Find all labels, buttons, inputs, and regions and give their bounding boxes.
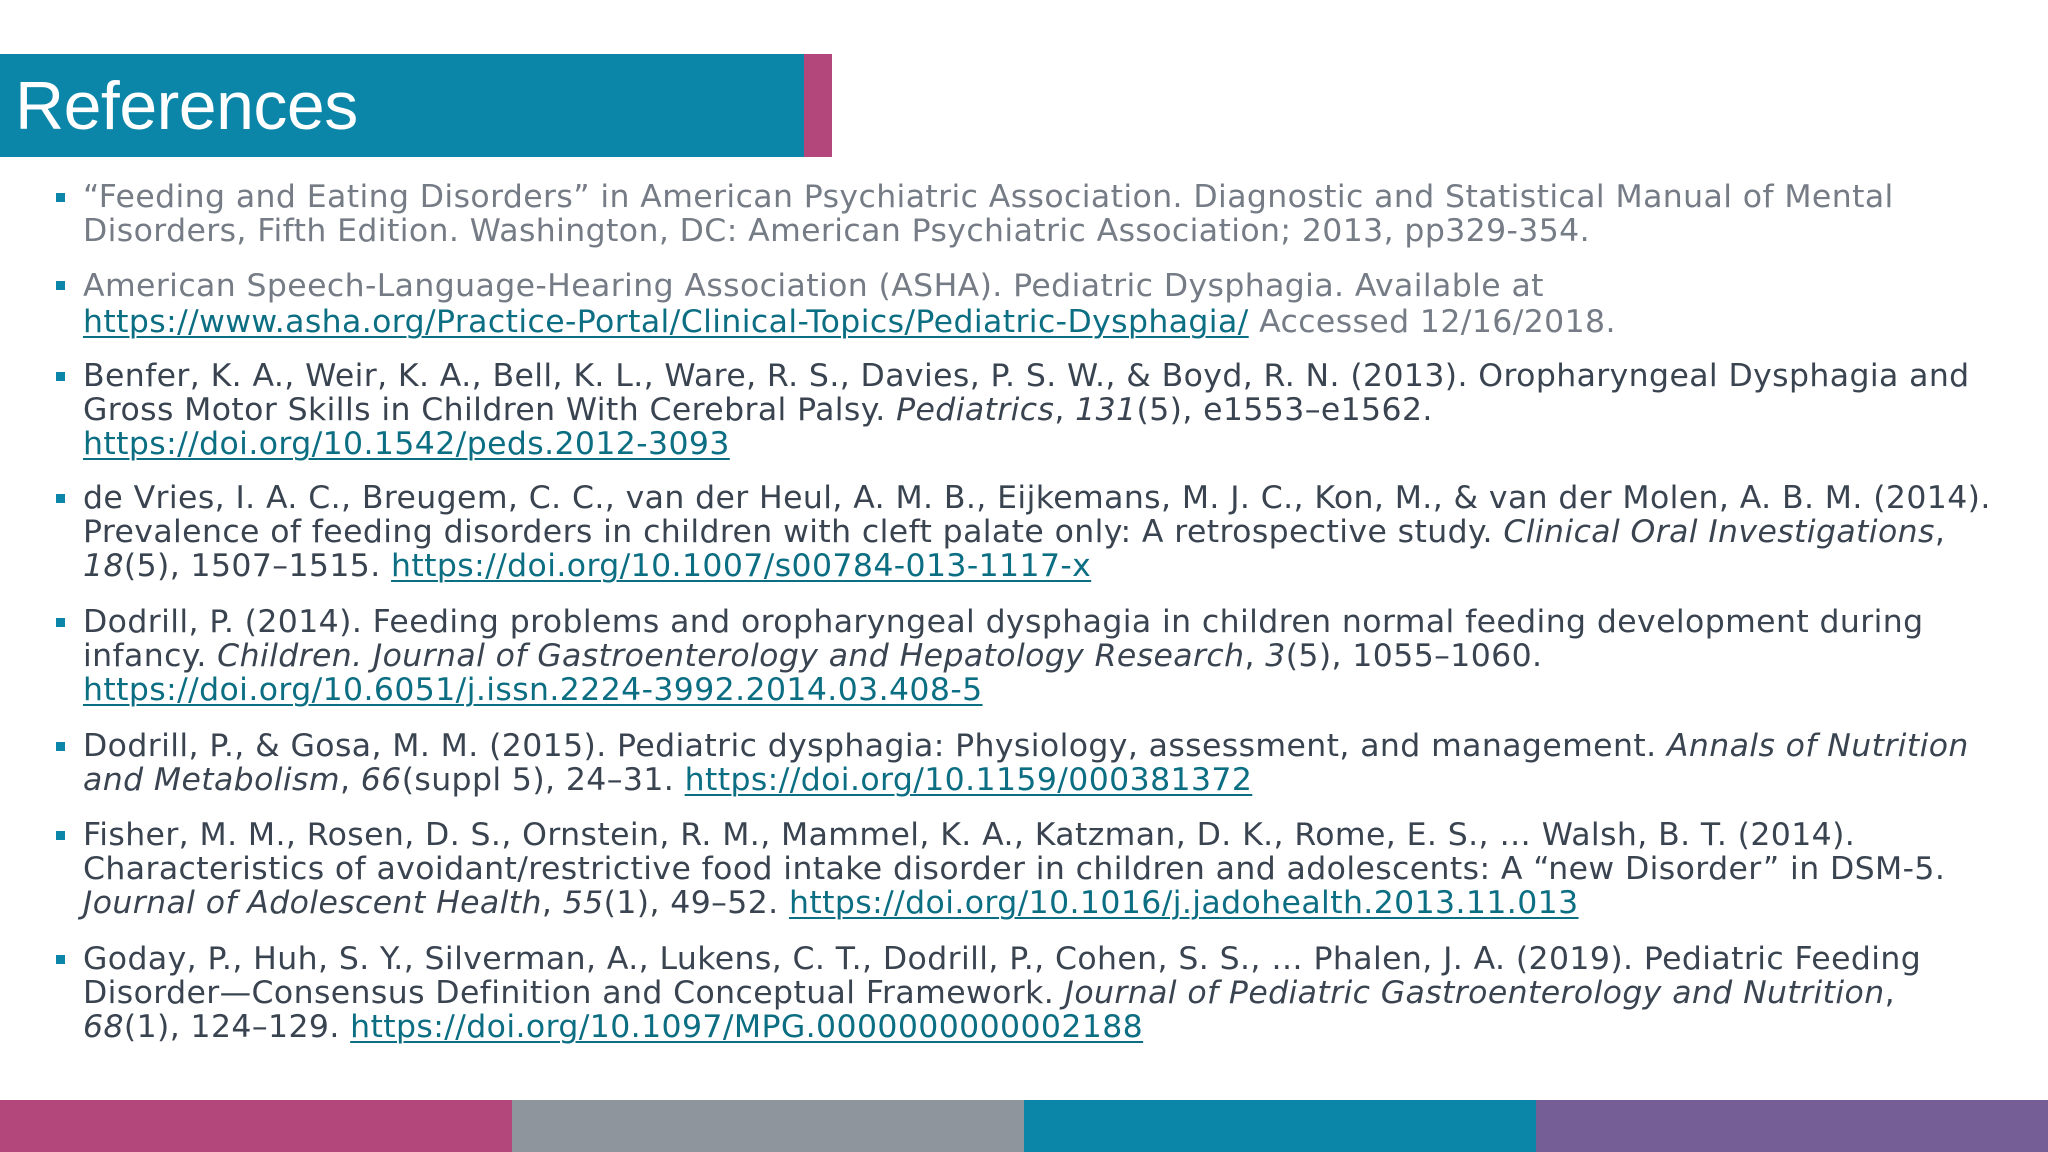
bullet-icon	[56, 372, 65, 381]
footer-segment-teal	[1024, 1100, 1536, 1152]
reference-link[interactable]: https://doi.org/10.1542/peds.2012-3093	[83, 426, 730, 462]
footer-segment-purple	[1536, 1100, 2048, 1152]
bullet-icon	[56, 494, 65, 503]
reference-text: ,	[1054, 392, 1076, 428]
footer-segment-gray	[512, 1100, 1024, 1152]
reference-item	[56, 729, 1996, 797]
bullet-icon	[56, 831, 65, 840]
journal-name: Journal of Pediatric Gastroenterology and Nutrition	[1064, 975, 1885, 1011]
reference-text: ,	[1884, 975, 1896, 1011]
reference-link[interactable]: https://doi.org/10.1007/s00784-013-1117-x	[391, 548, 1092, 584]
reference-link[interactable]: https://doi.org/10.1097/MPG.0000000000002188	[350, 1009, 1144, 1045]
bullet-icon	[56, 193, 65, 202]
journal-name: Pediatrics	[896, 392, 1055, 428]
reference-text: ,	[1244, 638, 1266, 674]
bullet-icon	[56, 618, 65, 627]
reference-item	[56, 818, 1996, 920]
journal-name: Clinical Oral Investigations	[1503, 514, 1935, 550]
reference-text: Benfer, K. A., Weir, K. A., Bell, K. L., Ware, R. S., Davies, P. S. W., & Boyd, R. N. (2013). Oropharyngeal Dysphagia and Gross Motor Skills in Children With Cerebral Palsy.	[83, 358, 1970, 428]
reference-text: Accessed 12/16/2018.	[1248, 304, 1616, 340]
reference-text: ,	[339, 762, 361, 798]
reference-text: (5), 1055–1060.	[1285, 638, 1543, 674]
reference-link[interactable]: https://doi.org/10.6051/j.issn.2224-3992.2014.03.408-5	[83, 672, 983, 708]
reference-link[interactable]: https://doi.org/10.1159/000381372	[684, 762, 1253, 798]
reference-text: Dodrill, P. (2014). Feeding problems and oropharyngeal dysphagia in children normal feeding development during infancy.	[83, 604, 1924, 674]
bullet-icon	[56, 955, 65, 964]
journal-name: Annals of Nutrition and Metabolism	[83, 728, 1969, 798]
journal-name: Journal of Adolescent Health	[83, 885, 542, 921]
reference-text: Fisher, M. M., Rosen, D. S., Ornstein, R. M., Mammel, K. A., Katzman, D. K., Rome, E. S., … Walsh, B. T. (2014). Characteristics of avoidant/restrictive food intake disorder in children and adolescents: A “new Disorder” in DSM-5.	[83, 817, 1946, 887]
reference-link[interactable]: https://doi.org/10.1016/j.jadohealth.2013.11.013	[789, 885, 1579, 921]
volume-number: 66	[360, 762, 402, 798]
reference-item	[56, 942, 1996, 1044]
reference-item	[56, 481, 1996, 583]
bullet-icon	[56, 742, 65, 751]
volume-number: 3	[1265, 638, 1286, 674]
reference-item	[56, 359, 1996, 461]
reference-text: (1), 49–52.	[603, 885, 790, 921]
reference-text: ,	[541, 885, 563, 921]
reference-text: Goday, P., Huh, S. Y., Silverman, A., Lukens, C. T., Dodrill, P., Cohen, S. S., … Phalen, J. A. (2019). Pediatric Feeding Disorder—Consensus Definition and Conceptual Framework.	[83, 941, 1922, 1011]
reference-item	[56, 180, 1996, 248]
reference-text: de Vries, I. A. C., Breugem, C. C., van der Heul, A. M. B., Eijkemans, M. J. C., Kon, M., & van der Molen, A. B. M. (2014). Prevalence of feeding disorders in children with cleft palate only: A retrospective study.	[83, 480, 1991, 550]
footer-segment-magenta	[0, 1100, 512, 1152]
reference-text: American Speech-Language-Hearing Association (ASHA). Pediatric Dysphagia. Available at	[83, 268, 1544, 304]
reference-link[interactable]: https://www.asha.org/Practice-Portal/Clinical-Topics/Pediatric-Dysphagia/	[83, 304, 1249, 340]
reference-text: Dodrill, P., & Gosa, M. M. (2015). Pediatric dysphagia: Physiology, assessment, and management.	[83, 728, 1667, 764]
title-accent-stripe	[804, 54, 832, 157]
volume-number: 131	[1075, 392, 1137, 428]
volume-number: 55	[562, 885, 604, 921]
journal-name: Children. Journal of Gastroenterology and Hepatology Research	[217, 638, 1245, 674]
reference-text: (5), 1507–1515.	[123, 548, 392, 584]
bullet-icon	[56, 281, 65, 290]
volume-number: 68	[83, 1009, 124, 1045]
reference-text: (suppl 5), 24–31.	[401, 762, 685, 798]
reference-text: (5), e1553–e1562.	[1136, 392, 1433, 428]
volume-number: 18	[83, 548, 124, 584]
reference-text: ,	[1934, 514, 1946, 550]
reference-text: “Feeding and Eating Disorders” in American Psychiatric Association. Diagnostic and Statistical Manual of Mental Disorders, Fifth Edition. Washington, DC: American Psychiatric Association; 2013, pp329-354.	[83, 179, 1894, 249]
footer-color-band	[0, 1100, 2048, 1152]
reference-item	[56, 605, 1996, 707]
page-title: References	[15, 68, 358, 144]
reference-item	[56, 268, 1996, 340]
reference-list	[56, 180, 1996, 1044]
reference-text: (1), 124–129.	[123, 1009, 351, 1045]
